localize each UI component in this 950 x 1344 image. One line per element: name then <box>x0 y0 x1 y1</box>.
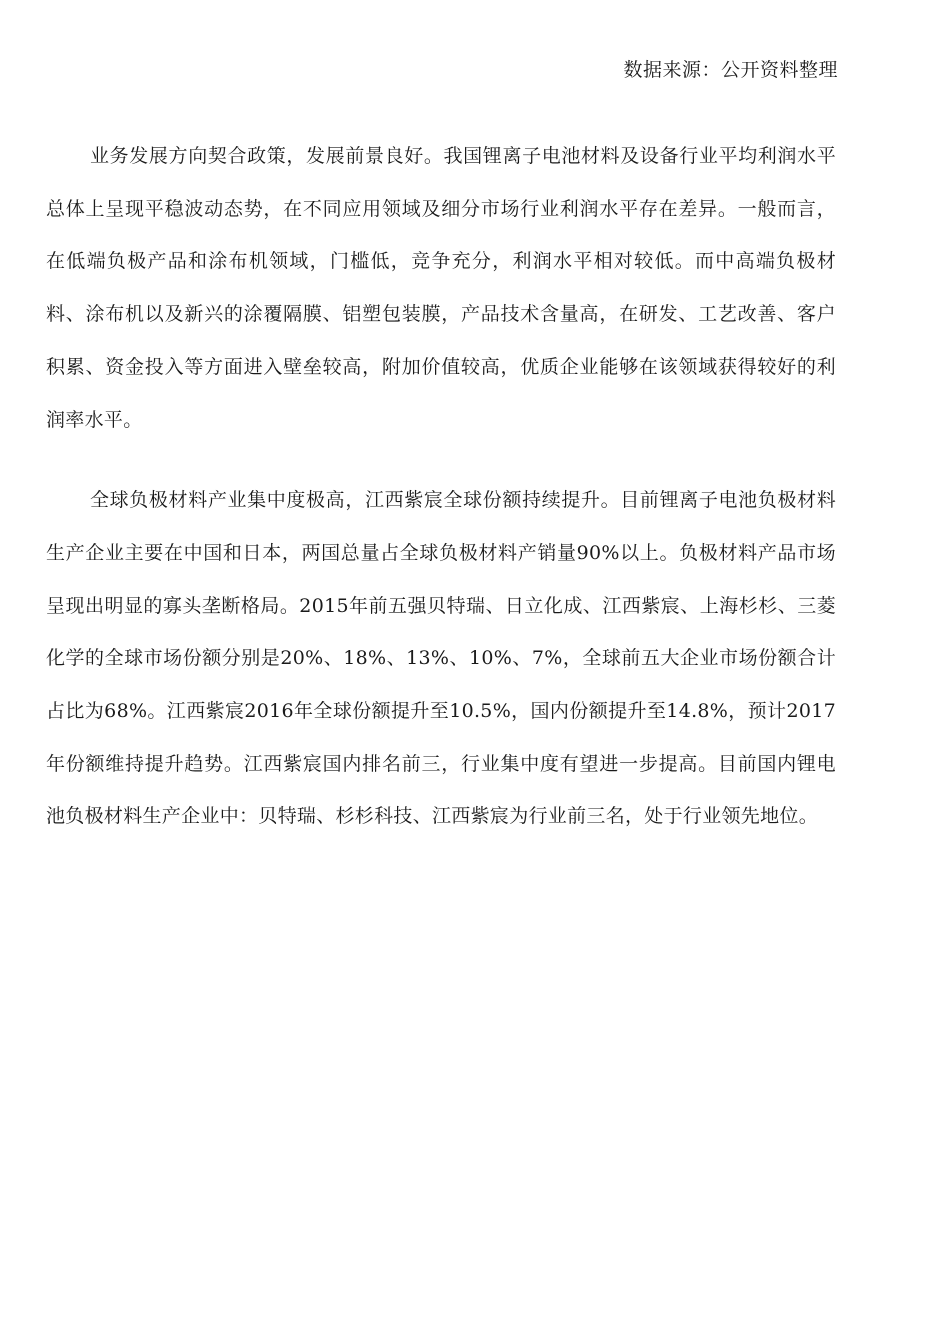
paragraph-anode-market: 全球负极材料产业集中度极高，江西紫宸全球份额持续提升。目前锂离子电池负极材料生产企业主要在中国和日本，两国总量占全球负极材料产销量90%以上。负极材料产品市场呈现出明显的寡头垄断格局。2015年前五强贝特瑞、日立化成、江西紫宸、上海杉杉、三菱化学的全球市场份额分别是20%、18%、13%、10%、7%，全球前五大企业市场份额合计占比为68%。江西紫宸2016年全球份额提升至10.5%，国内份额提升至14.8%，预计2017年份额维持提升趋势。江西紫宸国内排名前三，行业集中度有望进一步提高。目前国内锂电池负极材料生产企业中：贝特瑞、杉杉科技、江西紫宸为行业前三名，处于行业领先地位。 <box>46 489 836 828</box>
data-source-note: 数据来源：公开资料整理 <box>623 59 838 81</box>
paragraph-business-outlook: 业务发展方向契合政策，发展前景良好。我国锂离子电池材料及设备行业平均利润水平总体上呈现平稳波动态势，在不同应用领域及细分市场行业利润水平存在差异。一般而言，在低端负极产品和涂布机领域，门槛低，竞争充分，利润水平相对较低。而中高端负极材料、涂布机以及新兴的涂覆隔膜、铝塑包装膜，产品技术含量高，在研发、工艺改善、客户积累、资金投入等方面进入壁垒较高，附加价值较高，优质企业能够在该领域获得较好的利润率水平。 <box>46 145 836 431</box>
body-text <box>46 130 836 871</box>
